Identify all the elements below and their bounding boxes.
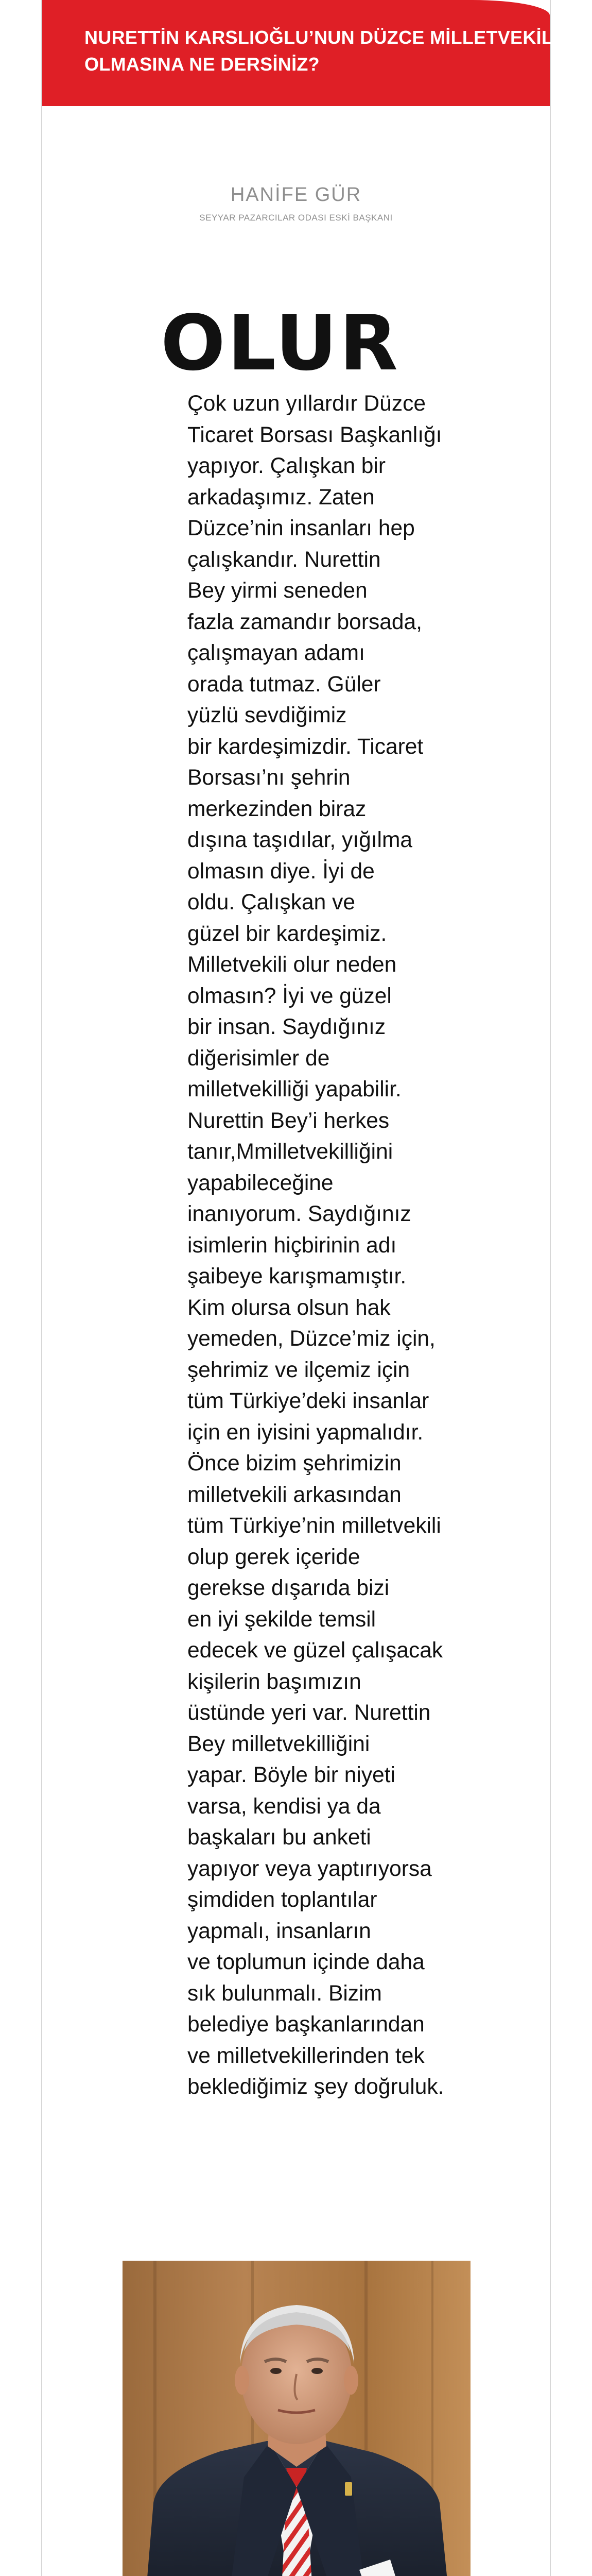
article-line: şimdiden toplantılar [187,1888,377,1912]
article-line: Nurettin Bey’i herkes [187,1108,390,1133]
question-title-line-2: OLMASINA NE DERSİNİZ? [84,54,320,75]
article-line: kişilerin başımızın [187,1669,361,1694]
article-line: tanır,Mmilletvekilliğini [187,1140,393,1164]
article-line: çalışmayan adamı [187,641,365,665]
article-line: olmasın? İyi ve güzel [187,984,392,1008]
article-line: Borsası’nı şehrin [187,766,351,790]
article-line: oldu. Çalışkan ve [187,890,356,914]
article-line: inanıyorum. Saydığınız [187,1202,411,1226]
article-line: olup gerek içeride [187,1545,360,1569]
article-line: çalışkandır. Nurettin [187,547,381,572]
article-line: Düzce’nin insanları hep [187,516,415,540]
article-line: Bey yirmi seneden [187,579,368,603]
question-title-line-1: NURETTİN KARSLIOĞLU’NUN DÜZCE MİLLETVEKİLİ [84,27,559,48]
article-line: tüm Türkiye’nin milletvekili [187,1514,441,1538]
article-line: milletvekilliği yapabilir. [187,1077,402,1101]
author-name: HANİFE GÜR [230,184,362,206]
article-line: bir kardeşimizdir. Ticaret [187,734,424,759]
article-line: Çok uzun yıllardır Düzce [187,392,426,416]
author-title: SEYYAR PAZARCILAR ODASI ESKİ BAŞKANI [199,213,393,223]
article-line: yemeden, Düzce’miz için, [187,1327,436,1351]
article-line: dışına taşıdılar, yığılma [187,828,413,852]
article-line: üstünde yeri var. Nurettin [187,1701,431,1725]
article-line: yapıyor. Çalışkan bir [187,454,386,478]
article-line: beklediğimiz şey doğruluk. [187,2075,444,2099]
article-line: ve toplumun içinde daha [187,1950,425,1974]
article-line: Ticaret Borsası Başkanlığı [187,422,442,447]
article-line: şehrimiz ve ilçemiz için [187,1358,410,1382]
article-line: merkezinden biraz [187,796,367,821]
article-line: yapar. Böyle bir niyeti [187,1763,395,1787]
article-line: sık bulunmalı. Bizim [187,1981,382,2006]
article-line: yüzlü sevdiğimiz [187,703,347,727]
article-line: gerekse dışarıda bizi [187,1576,390,1600]
article-line: diğerisimler de [187,1046,330,1071]
article-line: arkadaşımız. Zaten [187,485,375,510]
article-line: isimlerin hiçbirinin adı [187,1233,397,1258]
article-line: ve milletvekillerinden tek [187,2043,425,2068]
article-line: şaibeye karışmamıştır. [187,1264,407,1289]
article-line: Kim olursa olsun hak [187,1295,391,1320]
portrait-photo [123,2261,471,2576]
article-line: bir insan. Saydığınız [187,1015,386,1039]
article-line: varsa, kendisi ya da [187,1794,381,1819]
article-line: güzel bir kardeşimiz. [187,921,387,946]
article-line: olmasın diye. İyi de [187,859,375,884]
article-line: yapmalı, insanların [187,1919,371,1943]
article-line: milletvekili arkasından [187,1482,402,1507]
article-line: yapabileceğine [187,1171,334,1195]
article-line: Milletvekili olur neden [187,953,397,977]
article-line: için en iyisini yapmalıdır. [187,1420,424,1445]
article-line: fazla zamandır borsada, [187,609,422,634]
article-body [187,388,476,2103]
portrait-image [123,2261,471,2576]
question-banner [42,0,559,106]
article-line: başkaları bu anketi [187,1825,371,1850]
article-headline: OLUR [161,299,400,387]
article-line: Önce bizim şehrimizin [187,1451,402,1476]
article-line: yapıyor veya yaptırıyorsa [187,1856,432,1881]
article-line: edecek ve güzel çalışacak [187,1638,443,1663]
article-line: Bey milletvekilliğini [187,1732,370,1756]
page [41,0,559,2576]
article-line: orada tutmaz. Güler [187,672,381,697]
article-line: tüm Türkiye’deki insanlar [187,1389,429,1413]
article-line: belediye başkanlarından [187,2012,425,2037]
article-line: en iyi şekilde temsil [187,1607,376,1632]
